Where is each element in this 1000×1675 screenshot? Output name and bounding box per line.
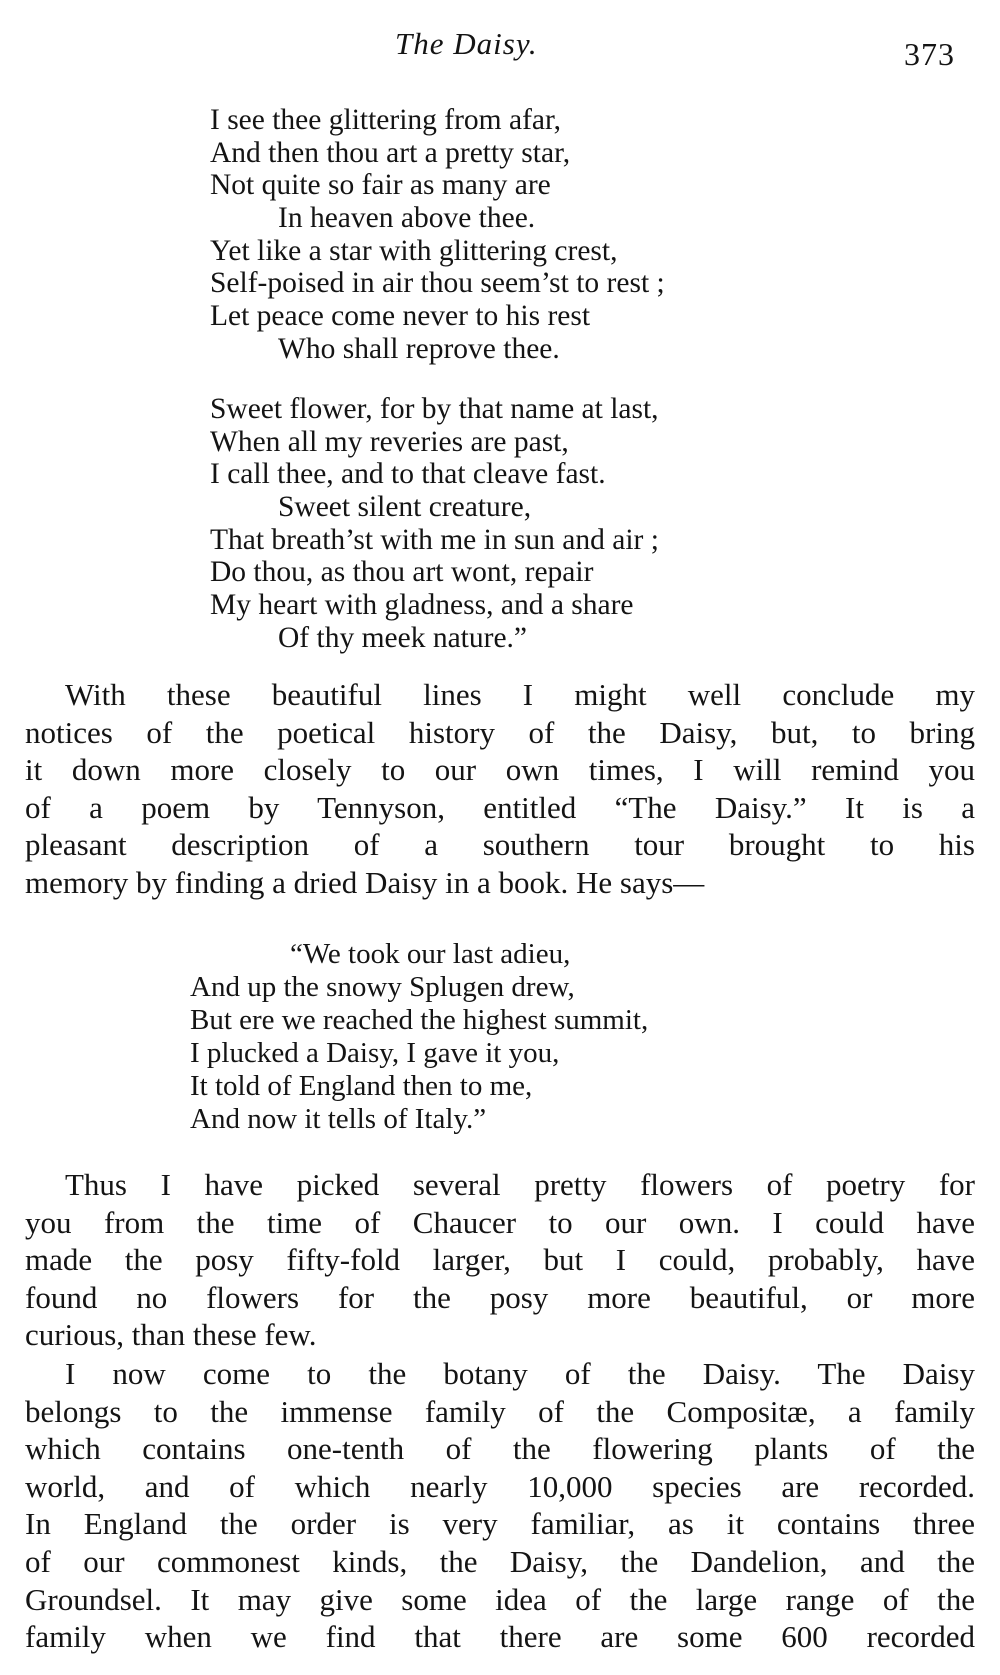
verse-line: That breath’st with me in sun and air ; xyxy=(210,523,659,556)
verse-line: I see thee glittering from afar, xyxy=(210,104,562,136)
paragraph-tennyson-intro xyxy=(25,676,975,902)
verse-line-indented: Of thy meek nature.” xyxy=(278,621,528,654)
paragraph-line: Groundsel. It may give some idea of the large range of the xyxy=(25,1581,975,1617)
tennyson-quote xyxy=(190,938,648,1136)
verse-line: When all my reveries are past, xyxy=(210,425,569,458)
verse-line: Sweet flower, for by that name at last, xyxy=(210,393,659,425)
poem-stanza-2 xyxy=(210,393,659,655)
paragraph-line: I now come to the botany of the Daisy. The Daisy xyxy=(65,1356,975,1391)
page-number: 373 xyxy=(904,36,955,72)
verse-line: I plucked a Daisy, I gave it you, xyxy=(190,1037,560,1069)
paragraph-line: found no flowers for the posy more beautiful, or more xyxy=(25,1279,975,1315)
verse-line: My heart with gladness, and a share xyxy=(210,589,634,622)
verse-line: Self-poised in air thou seem’st to rest ; xyxy=(210,267,665,300)
paragraph-line: notices of the poetical history of the Daisy, but, to bring xyxy=(25,714,975,750)
verse-line: And then thou art a pretty star, xyxy=(210,136,571,169)
paragraph-line: it down more closely to our own times, I will remind you xyxy=(25,752,975,788)
verse-line: I call thee, and to that cleave fast. xyxy=(210,458,606,491)
verse-line-indented: “We took our last adieu, xyxy=(290,938,571,970)
paragraph-line: which contains one-tenth of the flowering plants of the xyxy=(25,1431,975,1467)
verse-line: Not quite so fair as many are xyxy=(210,169,551,202)
paragraph-line: you from the time of Chaucer to our own. I could have xyxy=(25,1204,975,1240)
verse-line: It told of England then to me, xyxy=(190,1070,533,1102)
paragraph-line: pleasant description of a southern tour brought to his xyxy=(25,827,975,863)
running-head xyxy=(0,22,1000,72)
verse-line: And up the snowy Splugen drew, xyxy=(190,971,575,1003)
paragraph-line: of our commonest kinds, the Daisy, the Dandelion, and the xyxy=(25,1543,975,1579)
paragraph-line: memory by finding a dried Daisy in a book. He says— xyxy=(25,864,705,900)
verse-line-indented: Sweet silent creature, xyxy=(278,491,532,524)
verse-line: And now it tells of Italy.” xyxy=(190,1103,487,1135)
verse-line: Yet like a star with glittering crest, xyxy=(210,234,618,267)
paragraph-line: Thus I have picked several pretty flowers of poetry for xyxy=(65,1167,975,1202)
paragraph-botany xyxy=(25,1355,975,1656)
paragraph-line: With these beautiful lines I might well conclude my xyxy=(65,677,975,712)
verse-line: But ere we reached the highest summit, xyxy=(190,1004,649,1036)
paragraph-line: family when we find that there are some 600 recorded xyxy=(25,1619,975,1655)
running-title: The Daisy. xyxy=(395,26,538,61)
verse-line-indented: In heaven above thee. xyxy=(278,202,536,235)
paragraph-line: world, and of which nearly 10,000 species are recorded. xyxy=(25,1468,975,1504)
verse-line: Let peace come never to his rest xyxy=(210,300,591,333)
paragraph-line: of a poem by Tennyson, entitled “The Daisy.” It is a xyxy=(25,789,975,825)
paragraph-posy xyxy=(25,1166,975,1354)
verse-line-indented: Who shall reprove thee. xyxy=(278,332,560,365)
verse-line: Do thou, as thou art wont, repair xyxy=(210,556,594,589)
paragraph-line: made the posy fifty-fold larger, but I could, probably, have xyxy=(25,1242,975,1278)
poem-stanza-1 xyxy=(210,104,665,366)
paragraph-line: In England the order is very familiar, as it contains three xyxy=(25,1506,975,1542)
paragraph-line: curious, than these few. xyxy=(25,1317,317,1353)
paragraph-line: belongs to the immense family of the Compositæ, a family xyxy=(25,1393,975,1429)
